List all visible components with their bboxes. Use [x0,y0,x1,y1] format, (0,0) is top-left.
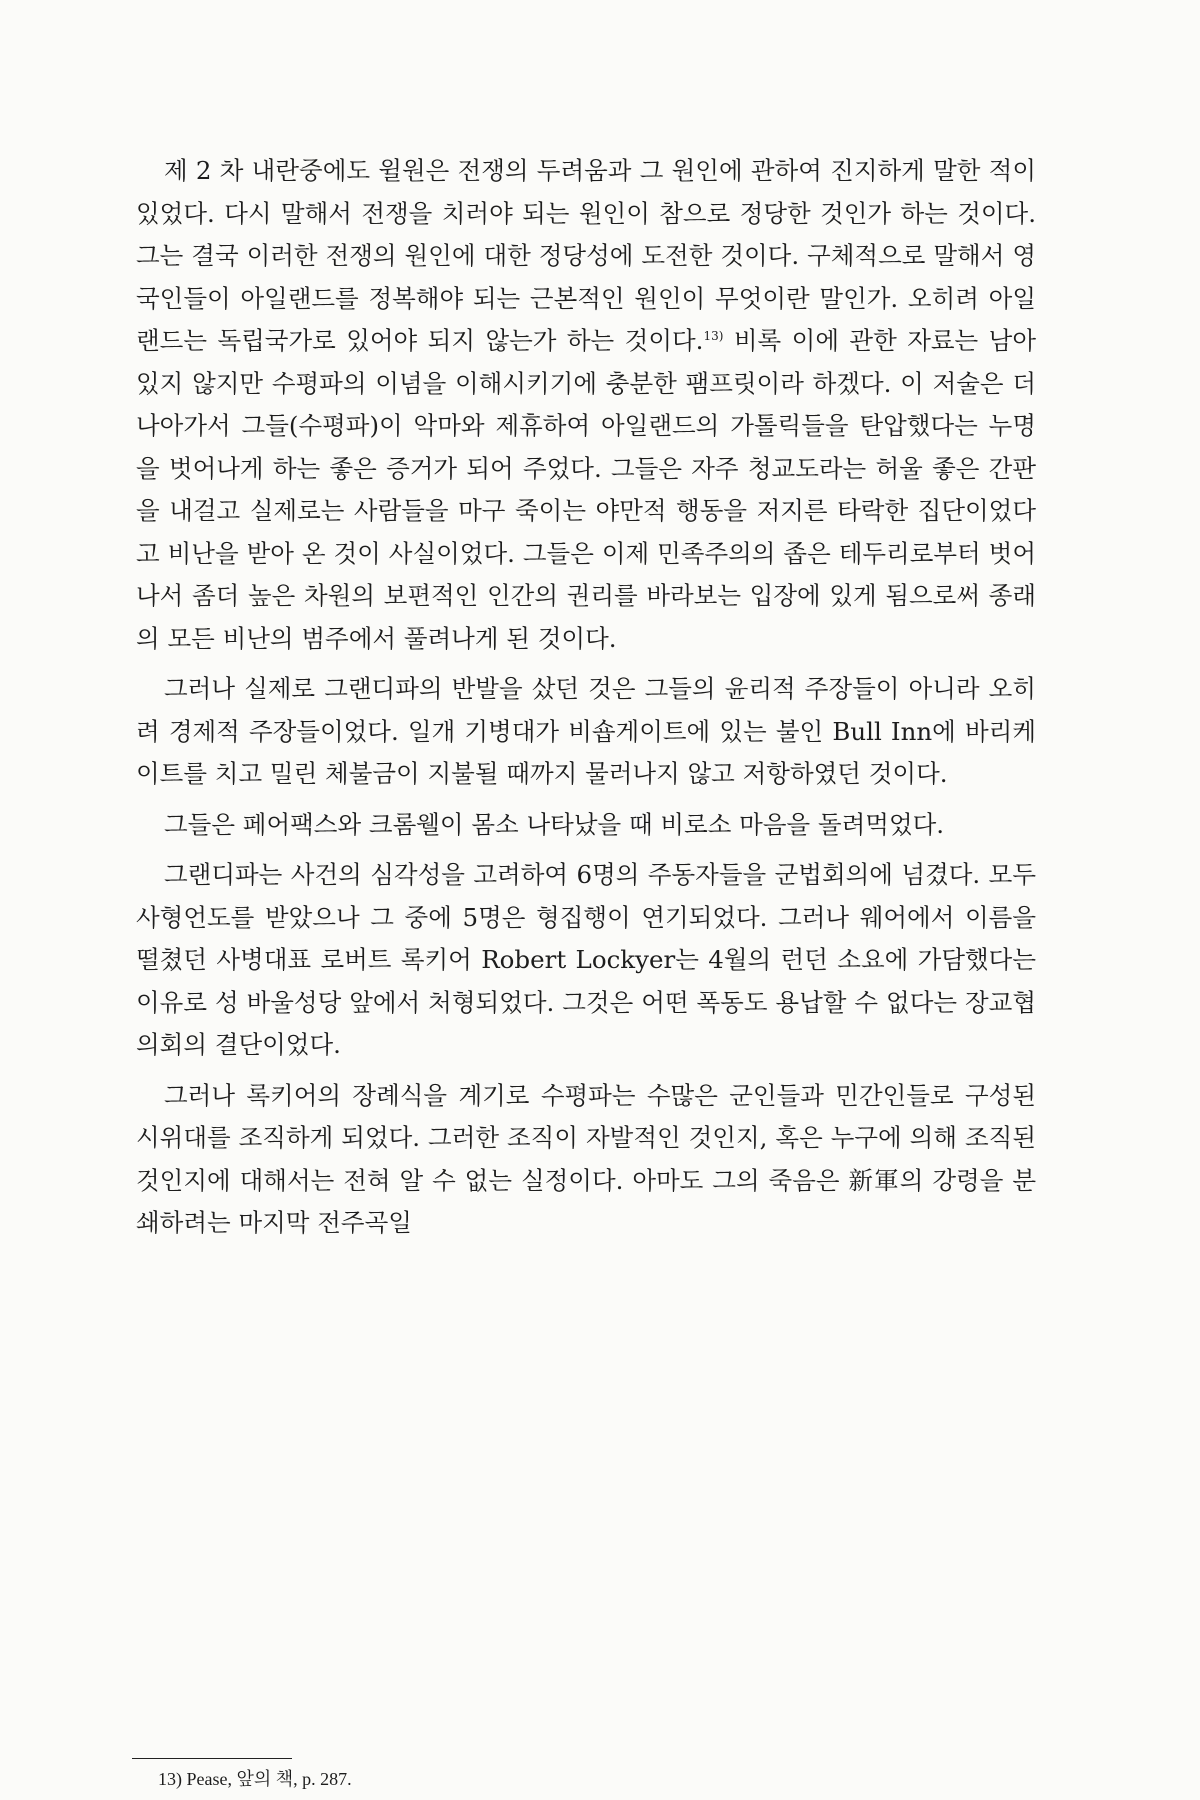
footnote-divider [132,1758,292,1759]
paragraph-1 [136,150,1036,660]
paragraph-1-text: 제 2 차 내란중에도 윌원은 전쟁의 두려움과 그 원인에 관하여 진지하게 말한 적이 있었다. 다시 말해서 전쟁을 치러야 되는 원인이 참으로 정당한 것인가 하는 것이다. 그는 결국 이러한 전쟁의 원인에 대한 정당성에 도전한 것이다. 구체적으로 말해서 영국인들이 아일랜드를 정복해야 되는 근본적인 원인이 무엇이란 말인가. 오히려 아일랜드는 독립국가로 있어야 되지 않는가 하는 것이다. [136,156,1036,355]
paragraph-4: 그랜디파는 사건의 심각성을 고려하여 6명의 주동자들을 군법회의에 넘겼다. 모두 사형언도를 받았으나 그 중에 5명은 형집행이 연기되었다. 그러나 웨어에서 이름을 떨쳤던 사병대표 로버트 록키어 Robert Lockyer는 4월의 런던 소요에 가담했다는 이유로 성 바울성당 앞에서 처형되었다. 그것은 어떤 폭동도 용납할 수 없다는 장교협의회의 결단이었다. [136,860,1036,1059]
footnote-reference: 13) [703,329,724,343]
paragraph-2: 그러나 실제로 그랜디파의 반발을 샀던 것은 그들의 윤리적 주장들이 아니라 오히려 경제적 주장들이었다. 일개 기병대가 비숍게이트에 있는 불인 Bull Inn에 바리케이트를 치고 밀린 체불금이 지불될 때까지 물러나지 않고 저항하였던 것이다. [136,674,1036,788]
paragraph-3: 그들은 페어팩스와 크롬웰이 몸소 나타났을 때 비로소 마음을 돌려먹었다. [164,809,945,839]
footnote: 13) Pease, 앞의 책, p. 287. [158,1769,352,1789]
paragraph-5: 그러나 록키어의 장례식을 계기로 수평파는 수많은 군인들과 민간인들로 구성된 시위대를 조직하게 되었다. 그러한 조직이 자발적인 것인지, 혹은 누구에 의해 조직된 것인지에 대해서는 전혀 알 수 없는 실정이다. 아마도 그의 죽음은 新軍의 강령을 분쇄하려는 마지막 전주곡일 [136,1080,1036,1237]
body-text [136,150,1036,1245]
paragraph-1-continuation: 비록 이에 관한 자료는 남아 있지 않지만 수평파의 이념을 이해시키기에 충분한 팸프릿이라 하겠다. 이 저술은 더 나아가서 그들(수평파)이 악마와 제휴하여 아일랜드의 가톨릭들을 탄압했다는 누명을 벗어나게 하는 좋은 증거가 되어 주었다. 그들은 자주 청교도라는 허울 좋은 간판을 내걸고 실제로는 사람들을 마구 죽이는 야만적 행동을 저지른 타락한 집단이었다고 비난을 받아 온 것이 사실이었다. 그들은 이제 민족주의의 좁은 테두리로부터 벗어나서 좀더 높은 차원의 보편적인 인간의 권리를 바라보는 입장에 있게 됨으로써 종래의 모든 비난의 범주에서 풀려나게 된 것이다. [136,326,1036,653]
